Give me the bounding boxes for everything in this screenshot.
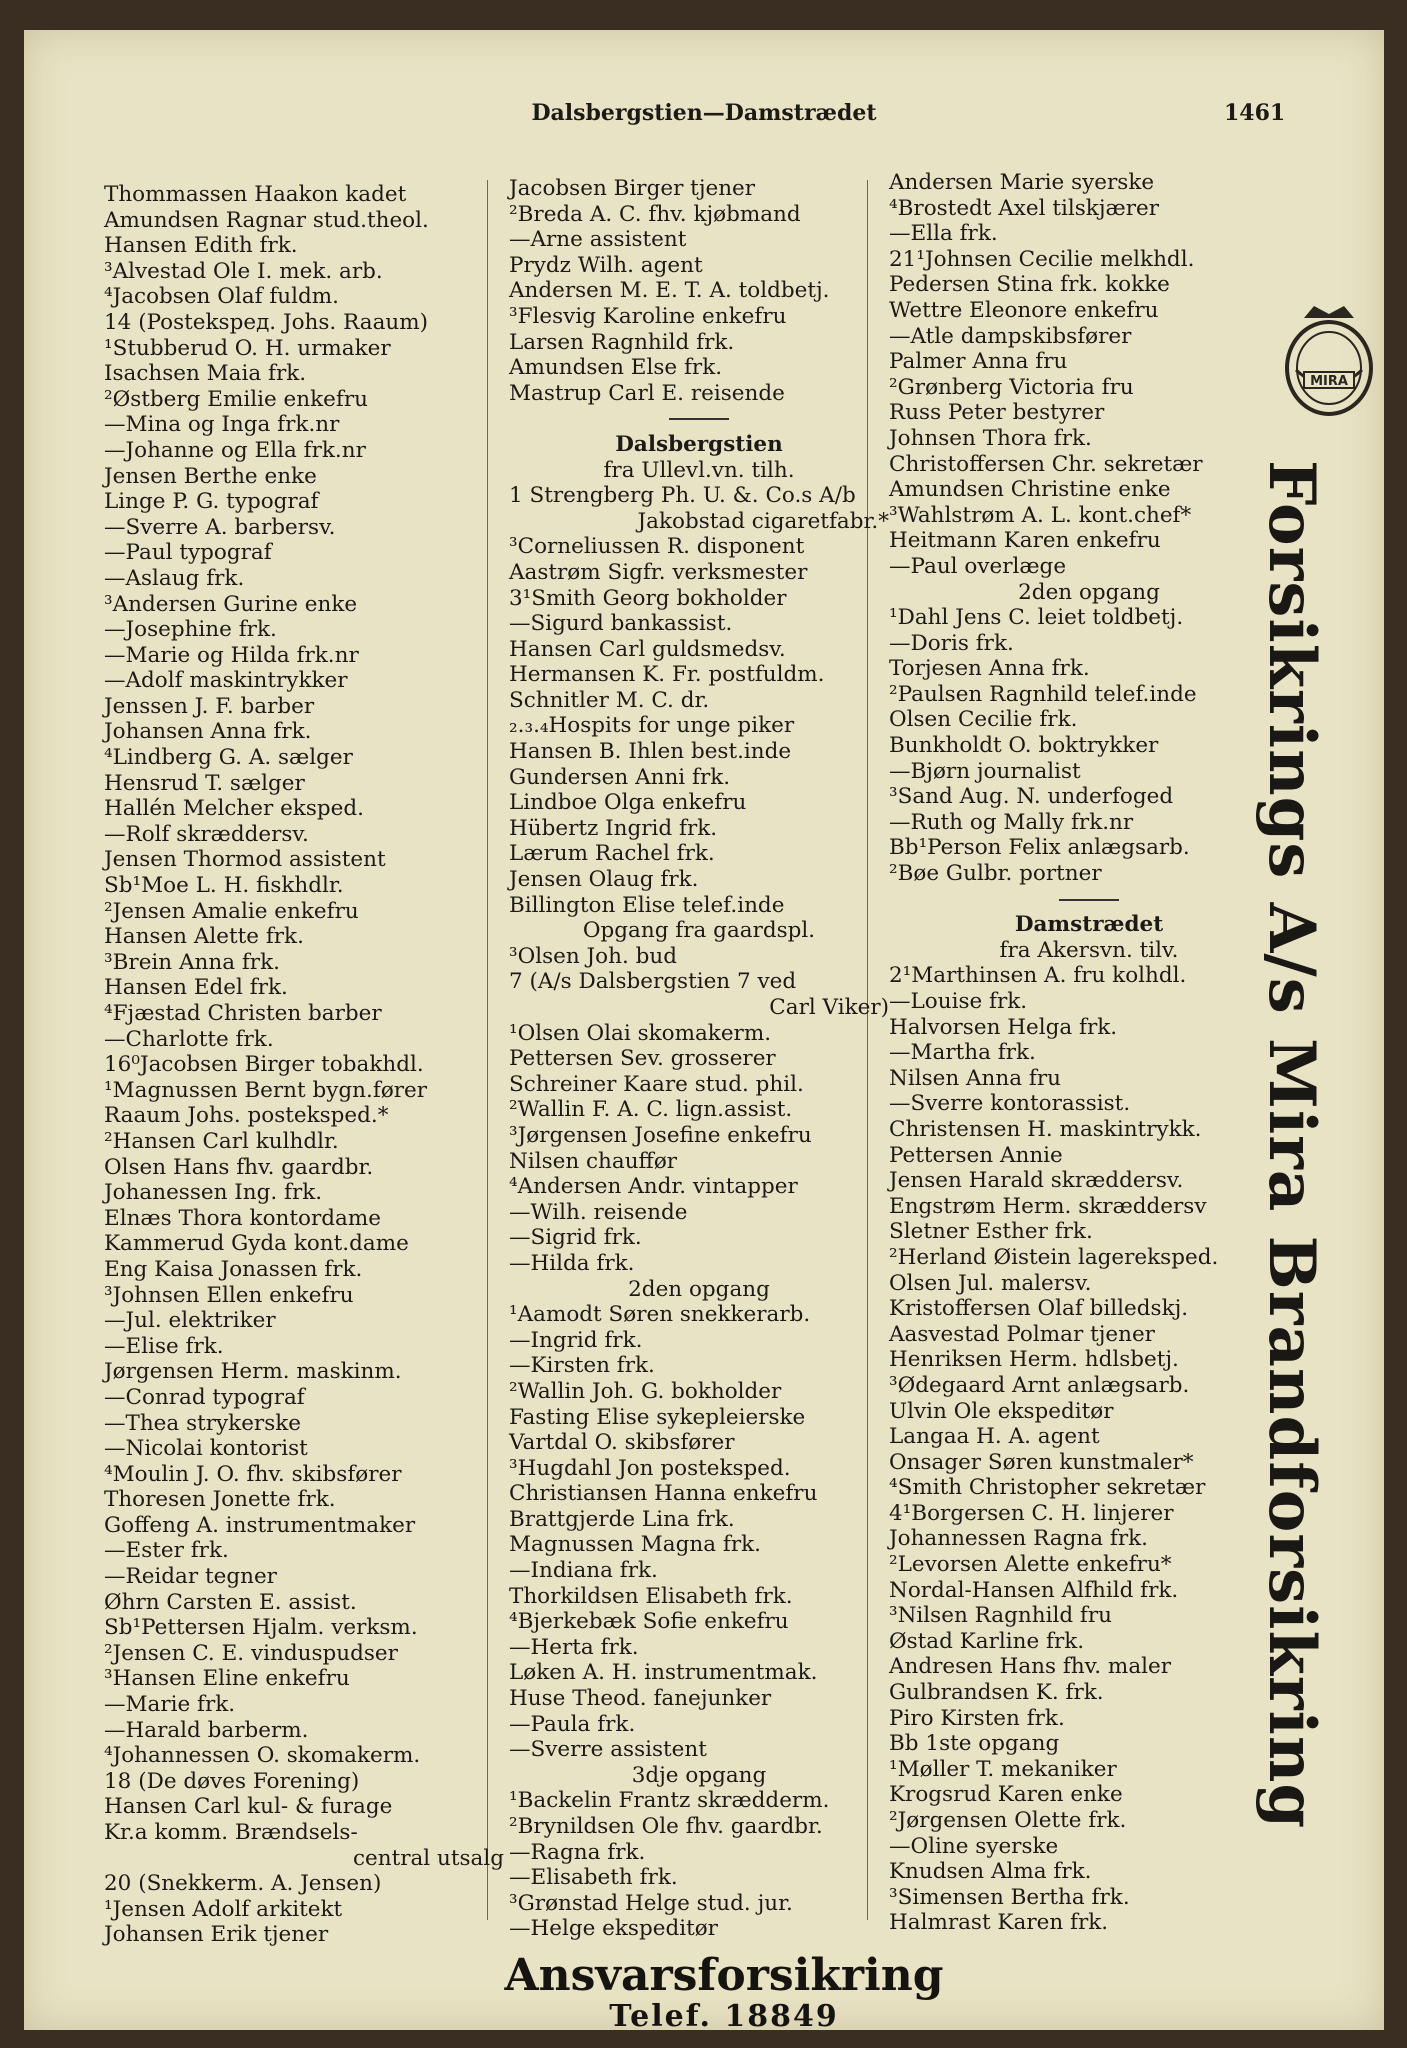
directory-entry: 2den opgang: [628, 1276, 770, 1302]
directory-entry: ²Hansen Carl kulhdlr.: [104, 1128, 339, 1154]
directory-entry: Johansen Erik tjener: [104, 1922, 329, 1948]
directory-entry: Elnæs Thora kontordame: [104, 1205, 381, 1231]
directory-entry: —Harald barberm.: [104, 1717, 309, 1743]
bottom-ad-phone: Telef. 18849: [609, 1999, 839, 2034]
directory-entry: Aasvestad Polmar tjener: [889, 1321, 1155, 1347]
directory-entry: —Ingrid frk.: [509, 1327, 643, 1353]
directory-entry: ³Johnsen Ellen enkefru: [104, 1282, 354, 1308]
directory-entry: Krogsrud Karen enke: [889, 1782, 1123, 1808]
directory-entry: —Elisabeth frk.: [509, 1865, 678, 1891]
directory-entry: 20 (Snekkerm. A. Jensen): [104, 1871, 382, 1897]
directory-entry: ⁴Lindberg G. A. sælger: [104, 745, 353, 771]
directory-entry: —Herta frk.: [509, 1634, 639, 1660]
directory-entry: Olsen Hans fhv. gaardbr.: [104, 1154, 374, 1180]
directory-entry: ³Jørgensen Josefine enkefru: [509, 1122, 812, 1148]
directory-entry: —Sigrid frk.: [509, 1225, 642, 1251]
directory-entry: Kristoffersen Olaf billedskj.: [889, 1296, 1189, 1322]
bottom-ad-title: Ansvarsforsikring: [504, 1950, 944, 2001]
directory-entry: fra Ullevl.vn. tilh.: [603, 457, 795, 483]
directory-entry: Hansen Edel frk.: [104, 975, 288, 1001]
directory-entry: 3¹Smith Georg bokholder: [509, 585, 787, 611]
directory-entry: —Sverre kontorassist.: [889, 1091, 1131, 1117]
directory-entry: ²Grønberg Victoria fru: [889, 374, 1134, 400]
directory-entry: —Atle dampskibsfører: [889, 323, 1132, 349]
directory-entry: ¹Dahl Jens C. leiet toldbetj.: [889, 605, 1184, 631]
directory-entry: Hansen Edith frk.: [104, 233, 298, 259]
directory-entry: 16⁰Jacobsen Birger tobakhdl.: [104, 1052, 424, 1078]
directory-entry: Thoresen Jonette frk.: [104, 1487, 336, 1513]
directory-entry: Schreiner Kaare stud. phil.: [509, 1071, 804, 1097]
directory-entry: ³Olsen Joh. bud: [509, 943, 678, 969]
directory-entry: Thommassen Haakon kadet: [104, 182, 407, 207]
directory-entry: Bb 1ste opgang: [889, 1731, 1060, 1757]
directory-entry: Carl Viker): [769, 995, 889, 1020]
section-heading: Damstrædet: [1014, 912, 1164, 938]
directory-entry: —Louise frk.: [889, 989, 1028, 1014]
directory-entry: Hansen Alette frk.: [104, 924, 304, 950]
directory-entry: —Bjørn journalist: [889, 758, 1081, 784]
directory-entry: Billington Elise telef.inde: [509, 892, 785, 918]
directory-entry: Vartdal O. skibsfører: [509, 1430, 735, 1456]
directory-entry: —Reidar tegner: [104, 1564, 277, 1590]
directory-entry: Løken A. H. instrumentmak.: [509, 1660, 818, 1686]
directory-entry: ²Østberg Emilie enkefru: [104, 386, 368, 412]
directory-entry: 4¹Borgersen C. H. linjerer: [889, 1500, 1174, 1526]
side-advertisement: [1254, 460, 1379, 1860]
directory-entry: —Jul. elektriker: [104, 1308, 276, 1334]
directory-entry: fra Akersvn. tilv.: [999, 937, 1179, 963]
directory-entry: Henriksen Herm. hdlsbetj.: [889, 1347, 1179, 1373]
directory-entry: Raaum Johs. posteksped.*: [104, 1103, 389, 1129]
directory-entry: —Sigurd bankassist.: [509, 611, 733, 637]
directory-entry: 3dje opgang: [631, 1762, 767, 1788]
directory-entry: ³Sand Aug. N. underfoged: [889, 784, 1174, 810]
directory-entry: Hansen B. Ihlen best.inde: [509, 739, 792, 765]
directory-entry: Thorkildsen Elisabeth frk.: [509, 1583, 793, 1609]
directory-entry: Amundsen Christine enke: [889, 477, 1171, 503]
directory-entry: Gundersen Anni frk.: [509, 764, 731, 790]
directory-entry: Johannessen Ragna frk.: [889, 1526, 1148, 1552]
directory-entry: Øhrn Carsten E. assist.: [104, 1589, 357, 1615]
directory-entry: Aastrøm Sigfr. verksmester: [509, 559, 808, 585]
directory-entry: —Hilda frk.: [509, 1250, 635, 1276]
section-heading: Dalsbergstien: [615, 431, 783, 457]
directory-entry: Ulvin Ole ekspeditør: [889, 1398, 1114, 1424]
directory-entry: Jenssen J. F. barber: [104, 693, 315, 719]
mira-logo-text: MIRA: [1310, 374, 1348, 389]
directory-entry: Sletner Esther frk.: [889, 1219, 1093, 1245]
directory-entry: Bb¹Person Felix anlægsarb.: [889, 835, 1190, 861]
directory-entry: Magnussen Magna frk.: [509, 1532, 761, 1558]
directory-entry: Amundsen Ragnar stud.theol.: [104, 207, 429, 233]
directory-entry: Kammerud Gyda kont.dame: [104, 1231, 409, 1257]
directory-entry: 21¹Johnsen Cecilie melkhdl.: [889, 246, 1195, 272]
directory-entry: Amundsen Else frk.: [509, 355, 723, 381]
directory-entry: Larsen Ragnhild frk.: [509, 329, 735, 355]
directory-entry: —Kirsten frk.: [509, 1353, 655, 1379]
directory-entry: ³Ødegaard Arnt anlægsarb.: [889, 1372, 1190, 1398]
directory-entry: central utsalg: [352, 1845, 504, 1871]
directory-entry: Olsen Cecilie frk.: [889, 707, 1078, 733]
directory-entry: ⁴Johannessen O. skomakerm.: [104, 1743, 421, 1769]
directory-entry: Jørgensen Herm. maskinm.: [104, 1359, 402, 1385]
directory-entry: ⁴Bjerkebæk Sofie enkefru: [509, 1609, 789, 1635]
directory-entry: —Oline syerske: [889, 1833, 1059, 1859]
directory-entry: Hansen Carl guldsmedsv.: [509, 636, 786, 662]
directory-entry: —Ester frk.: [104, 1538, 229, 1564]
directory-entry: Jakobstad cigaretfabr.*: [637, 508, 889, 534]
directory-entry: Hensrud T. sælger: [104, 770, 305, 796]
directory-entry: ³Hansen Eline enkefru: [104, 1666, 350, 1692]
directory-entry: ⁴Fjæstad Christen barber: [104, 1001, 382, 1026]
directory-entry: Andersen M. E. T. A. toldbetj.: [509, 278, 830, 304]
directory-entry: Andersen Marie syerske: [889, 170, 1155, 195]
directory-entry: —Indiana frk.: [509, 1558, 658, 1584]
directory-entry: 14 (Postekspeд. Johs. Raaum): [104, 309, 429, 335]
directory-entry: Lærum Rachel frk.: [509, 841, 715, 867]
directory-entry: —Ragna frk.: [509, 1839, 646, 1865]
page-number: 1461: [1224, 100, 1286, 126]
directory-entry: Prydz Wilh. agent: [509, 252, 703, 278]
bottom-advertisement: [464, 1950, 984, 2034]
directory-entry: —Thea strykerske: [104, 1410, 301, 1436]
directory-entry: Engstrøm Herm. skræddersv: [889, 1193, 1207, 1219]
directory-entry: ²Breda A. C. fhv. kjøbmand: [509, 201, 801, 227]
directory-entry: —Rolf skræddersv.: [104, 821, 309, 847]
directory-entry: —Marie og Hilda frk.nr: [104, 642, 359, 668]
directory-entry: Pettersen Sev. grosserer: [509, 1046, 776, 1072]
directory-page: [24, 30, 1384, 2034]
directory-entry: Hallén Melcher eksped.: [104, 796, 364, 822]
directory-entry: ²Jensen Amalie enkefru: [104, 898, 359, 924]
directory-column-1: [104, 182, 504, 1948]
directory-entry: —Elise frk.: [104, 1333, 224, 1359]
directory-entry: —Arne assistent: [509, 227, 687, 253]
directory-entry: ³Andersen Gurine enke: [104, 591, 358, 617]
directory-entry: Wettre Eleonore enkefru: [889, 297, 1159, 323]
directory-entry: Torjesen Anna frk.: [889, 656, 1090, 682]
directory-entry: ¹Stubberud O. H. urmaker: [104, 335, 391, 361]
directory-entry: ²Bøe Gulbr. portner: [889, 861, 1102, 887]
directory-entry: ³Simensen Bertha frk.: [889, 1884, 1130, 1910]
directory-entry: Goffeng A. instrumentmaker: [104, 1512, 416, 1538]
directory-entry: Johansen Anna frk.: [104, 719, 312, 745]
directory-entry: Christiansen Hanna enkefru: [509, 1481, 818, 1507]
directory-entry: Schnitler M. C. dr.: [509, 687, 710, 713]
directory-entry: ³Alvestad Ole I. mek. arb.: [104, 258, 383, 284]
directory-entry: —Doris frk.: [889, 630, 1014, 656]
directory-entry: Halvorsen Helga frk.: [889, 1014, 1118, 1040]
directory-entry: Sb¹Pettersen Hjalm. verksm.: [104, 1615, 418, 1641]
directory-entry: Heitmann Karen enkefru: [889, 528, 1161, 554]
directory-entry: Opgang fra gaardspl.: [582, 918, 816, 944]
directory-entry: Bunkholdt O. boktrykker: [889, 733, 1159, 759]
directory-entry: Eng Kaisa Jonassen frk.: [104, 1256, 363, 1282]
directory-entry: Nilsen Anna fru: [889, 1065, 1061, 1091]
directory-entry: 2¹Marthinsen A. fru kolhdl.: [889, 963, 1187, 989]
side-ad-text: Forsikrings A/s Mira Brandforsikring: [1254, 460, 1329, 1830]
directory-entry: Jensen Olaug frk.: [509, 867, 699, 893]
directory-entry: ⁴Andersen Andr. vintapper: [509, 1174, 798, 1200]
directory-entry: —Josephine frk.: [104, 617, 277, 643]
directory-entry: —Charlotte frk.: [104, 1026, 274, 1052]
directory-entry: Russ Peter bestyrer: [889, 400, 1105, 426]
directory-entry: —Ruth og Mally frk.nr: [889, 809, 1134, 835]
directory-entry: —Johanne og Ella frk.nr: [104, 437, 366, 463]
directory-entry: Lindboe Olga enkefru: [509, 790, 747, 816]
directory-entry: 7 (A/s Dalsbergstien 7 ved: [509, 969, 797, 995]
directory-entry: Palmer Anna fru: [889, 349, 1068, 375]
directory-entry: ²Jørgensen Olette frk.: [889, 1808, 1127, 1833]
directory-entry: Isachsen Maia frk.: [104, 361, 307, 387]
directory-entry: ¹Aamodt Søren snekkerarb.: [509, 1302, 811, 1328]
directory-entry: ⁴Moulin J. O. fhv. skibsfører: [104, 1461, 402, 1487]
directory-column-2: [509, 176, 889, 1942]
directory-entry: Gulbrandsen K. frk.: [889, 1680, 1104, 1706]
directory-entry: ²Brynildsen Ole fhv. gaardbr.: [509, 1814, 823, 1839]
directory-entry: ³Brein Anna frk.: [104, 949, 280, 975]
directory-entry: Pedersen Stina frk. kokke: [889, 272, 1170, 298]
directory-entry: ³Corneliussen R. disponent: [509, 534, 805, 560]
directory-entry: Jacobsen Birger tjener: [509, 176, 756, 201]
directory-entry: Christensen H. maskintrykk.: [889, 1116, 1202, 1142]
directory-entry: ¹Jensen Adolf arkitekt: [104, 1896, 343, 1922]
directory-entry: ¹Møller T. mekaniker: [889, 1756, 1117, 1782]
directory-entry: Nordal-Hansen Alfhild frk.: [889, 1577, 1179, 1603]
directory-entry: Pettersen Annie: [889, 1142, 1063, 1168]
directory-entry: —Adolf maskintrykker: [104, 668, 348, 694]
directory-entry: Halmrast Karen frk.: [889, 1910, 1109, 1936]
directory-entry: —Ella frk.: [889, 221, 998, 247]
directory-entry: Langaa H. A. agent: [889, 1424, 1100, 1450]
directory-entry: Johnsen Thora frk.: [889, 425, 1092, 451]
section-divider: [509, 406, 889, 432]
directory-entry: Andresen Hans fhv. maler: [889, 1654, 1172, 1680]
directory-entry: Jensen Harald skræddersv.: [889, 1168, 1184, 1194]
directory-entry: Hermansen K. Fr. postfuldm.: [509, 662, 825, 688]
mira-logo-icon: [1274, 300, 1384, 420]
directory-entry: Kr.a komm. Brændsels-: [104, 1820, 358, 1845]
directory-entry: Johanessen Ing. frk.: [104, 1180, 323, 1206]
directory-entry: Olsen Jul. malersv.: [889, 1270, 1092, 1296]
directory-entry: ³Wahlstrøm A. L. kont.chef*: [889, 502, 1192, 528]
directory-entry: ³Flesvig Karoline enkefru: [509, 303, 787, 329]
directory-entry: ¹Magnussen Bernt bygn.fører: [104, 1077, 428, 1103]
directory-entry: —Paul typograf: [104, 540, 272, 566]
directory-entry: —Sverre A. barbersv.: [104, 514, 336, 540]
directory-entry: —Helge ekspeditør: [509, 1916, 718, 1942]
directory-entry: Østad Karline frk.: [889, 1628, 1085, 1654]
directory-entry: ⁴Smith Christopher sekretær: [889, 1475, 1206, 1501]
directory-entry: Knudsen Alma frk.: [889, 1859, 1092, 1885]
directory-entry: —Paul overlæge: [889, 553, 1067, 579]
directory-entry: Hansen Carl kul- & furage: [104, 1794, 393, 1820]
section-divider: [889, 887, 1289, 913]
page-header-title: Dalsbergstien—Damstrædet: [531, 100, 877, 126]
directory-entry: ³Nilsen Ragnhild fru: [889, 1603, 1113, 1629]
directory-entry: —Aslaug frk.: [104, 565, 245, 591]
directory-entry: 2den opgang: [1018, 579, 1160, 605]
directory-entry: Hübertz Ingrid frk.: [509, 815, 718, 841]
directory-entry: ³Grønstad Helge stud. jur.: [509, 1890, 793, 1916]
directory-entry: —Marie frk.: [104, 1692, 236, 1718]
directory-entry: Mastrup Carl E. reisende: [509, 380, 785, 406]
directory-entry: ⁴Brostedt Axel tilskjærer: [889, 195, 1159, 221]
directory-column-3: [889, 170, 1289, 1936]
directory-entry: —Sverre assistent: [509, 1737, 707, 1763]
directory-entry: ²Wallin Joh. G. bokholder: [509, 1378, 782, 1404]
directory-entry: ⁴Jacobsen Olaf fuldm.: [104, 284, 340, 310]
directory-entry: 1 Strengberg Ph. U. &. Co.s A/b: [509, 483, 856, 509]
directory-entry: ²Levorsen Alette enkefru*: [889, 1552, 1172, 1578]
directory-entry: Jensen Berthe enke: [104, 463, 317, 489]
directory-entry: ²Herland Øistein lagereksped.: [889, 1244, 1219, 1270]
directory-entry: ²Jensen C. E. vinduspudser: [104, 1640, 398, 1666]
directory-entry: Huse Theod. fanejunker: [509, 1686, 772, 1712]
directory-entry: 18 (De døves Forening): [104, 1768, 360, 1794]
directory-entry: Piro Kirsten frk.: [889, 1705, 1065, 1731]
directory-entry: ³Hugdahl Jon posteksped.: [509, 1455, 791, 1481]
directory-entry: Linge P. G. typograf: [104, 489, 319, 515]
directory-entry: ₂.₃.₄Hospits for unge piker: [509, 713, 795, 739]
directory-entry: —Mina og Inga frk.nr: [104, 412, 340, 438]
directory-entry: —Paula frk.: [509, 1711, 636, 1737]
directory-entry: ²Wallin F. A. C. lign.assist.: [509, 1097, 793, 1123]
directory-entry: ¹Backelin Frantz skrædderm.: [509, 1788, 830, 1814]
directory-entry: Fasting Elise sykepleierske: [509, 1404, 806, 1430]
directory-entry: —Nicolai kontorist: [104, 1436, 308, 1462]
directory-entry: ¹Olsen Olai skomakerm.: [509, 1020, 772, 1046]
directory-entry: Sb¹Moe L. H. fiskhdlr.: [104, 873, 344, 899]
directory-entry: —Conrad typograf: [104, 1384, 305, 1410]
directory-entry: Brattgjerde Lina frk.: [509, 1506, 735, 1532]
directory-entry: Christoffersen Chr. sekretær: [889, 451, 1203, 477]
directory-entry: Onsager Søren kunstmaler*: [889, 1449, 1194, 1475]
directory-entry: —Martha frk.: [889, 1040, 1036, 1066]
directory-entry: —Wilh. reisende: [509, 1199, 688, 1225]
directory-entry: Nilsen chauffør: [509, 1148, 678, 1174]
directory-entry: Jensen Thormod assistent: [104, 847, 386, 873]
directory-entry: ²Paulsen Ragnhild telef.inde: [889, 681, 1197, 707]
